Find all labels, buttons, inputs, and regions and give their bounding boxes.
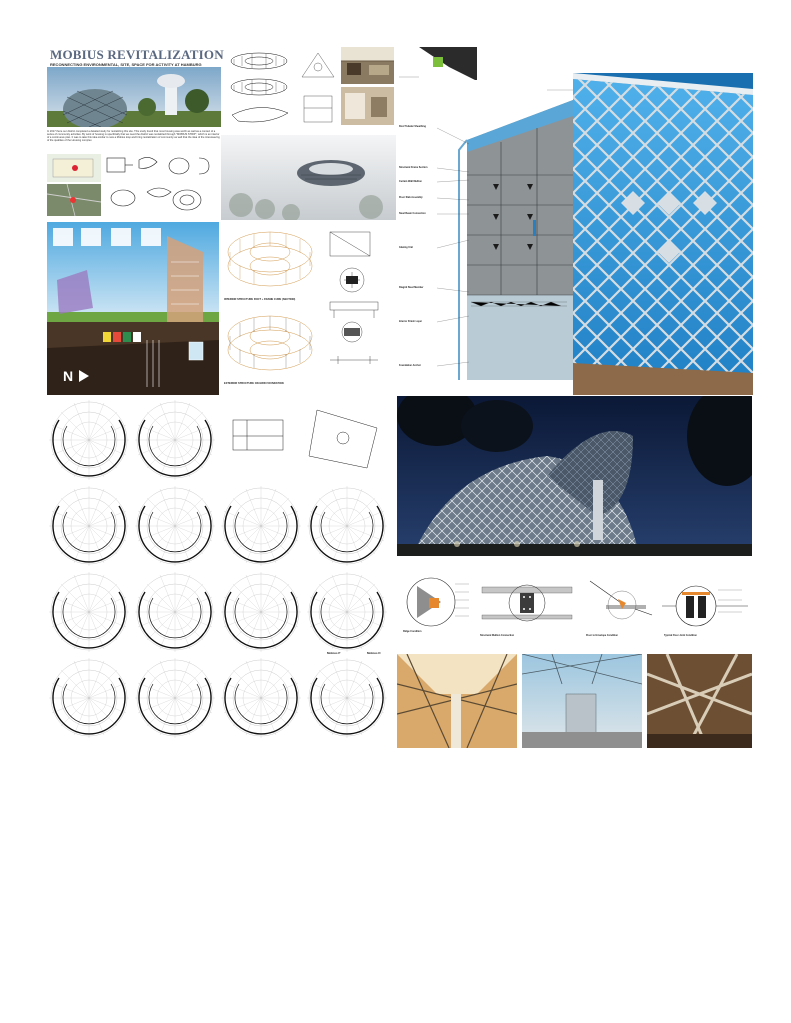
poster-subtitle: RECONNECTING ENVIRONMENTAL, SITE, SPACE FOR ACTIVITY AT HAMBURG	[50, 62, 202, 67]
hero-rendering	[47, 67, 221, 127]
detail-floor-joint	[662, 572, 748, 642]
structure-detail-callouts	[322, 228, 394, 388]
exterior-structure-caption: EXTERIOR STRUCTURE ON GRID FOUNDATION	[224, 382, 284, 385]
detail-mullion-connection	[478, 575, 576, 641]
detail-ridge-condition	[401, 572, 471, 638]
structure-axon-drawings	[222, 222, 318, 395]
wall-label-1: Structural Frame Section	[399, 166, 428, 169]
wall-label-2: Curtain Wall Mullion	[399, 180, 422, 183]
wall-label-6: Diagrid Steel Member	[399, 286, 424, 289]
wall-label-5: Glazing Unit	[399, 246, 413, 249]
wall-label-0: Roof Tubular Sheathing	[399, 125, 426, 128]
floor-plans-grid	[47, 398, 392, 743]
site-map-thumbnail	[47, 154, 101, 182]
wall-label-8: Foundation Anchor	[399, 364, 421, 367]
wall-label-7: Interior Finish Layer	[399, 320, 422, 323]
poster-title: MOBIUS REVITALIZATION	[50, 47, 224, 62]
site-section-diagram	[47, 222, 219, 395]
intro-paragraph: In 2017 there our district completed a detailed study for revitalizing this site. This study found that most housing was worth as well as a context of a series of community activities. By work of housing is specifically that we need the district was revitalized through "MOBIUS STRIP", which is an interior of a continuous plan. It was to take this idea similar to new a Mobius loop and bring revitalization of community as well that the idea of the interweaving of the qualities of the Housing complex.	[47, 130, 220, 142]
wall-label-4: Steel Beam Connection	[399, 212, 426, 215]
spiral-axon-diagrams	[226, 47, 296, 135]
small-floor-sketch	[298, 47, 338, 87]
night-rendering	[397, 396, 752, 556]
detail-joint-caption: Typical Floor Joint Condition	[664, 634, 697, 637]
detail-mullion-caption: Structural Mullion Connection	[480, 634, 515, 637]
plan-label-a: Mobius P	[327, 651, 341, 655]
interior-structure-caption: INTERIOR STRUCTURE FOOT + FRAME CURE (SECTION)	[224, 298, 296, 301]
north-arrow-icon	[79, 370, 89, 382]
detail-ridge-caption: Ridge Condition	[403, 630, 422, 633]
mobius-concept-diagrams	[103, 152, 221, 218]
interior-render-structure	[647, 654, 752, 748]
detail-floor-envelope	[584, 575, 658, 641]
plan-label-b: Mobius D	[367, 651, 381, 655]
interior-render-atrium-1	[397, 654, 517, 748]
wall-section-drawing	[397, 80, 573, 395]
aerial-fog-rendering	[221, 135, 396, 220]
diagrid-facade-closeup	[573, 73, 753, 395]
aerial-photo-thumbnail	[47, 184, 101, 216]
floor-plan-sketch	[298, 90, 338, 130]
interior-render-glass-hall	[522, 654, 642, 748]
interior-render-2	[341, 87, 394, 125]
detail-floor-caption: Floor to Envelope Condition	[586, 634, 619, 637]
wall-label-3: Floor Slab Assembly	[399, 196, 423, 199]
interior-render-1	[341, 47, 394, 84]
north-arrow-label: N	[63, 368, 74, 384]
